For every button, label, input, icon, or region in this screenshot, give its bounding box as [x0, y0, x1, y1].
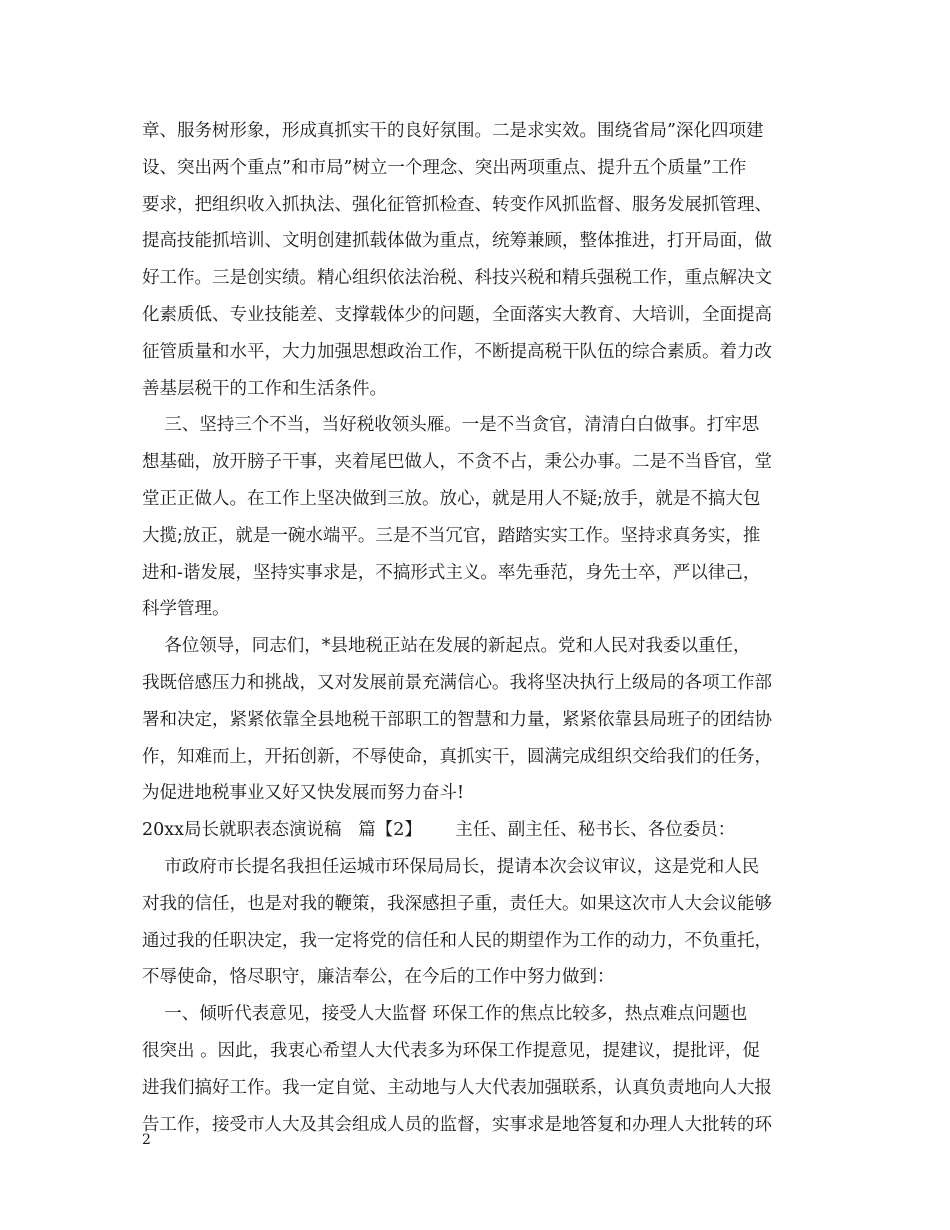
text-line: 市政府市长提名我担任运城市环保局局长，提请本次会议审议，这是党和人民	[142, 856, 760, 877]
text-line: 进和-谐发展，坚持实事求是，不搞形式主义。率先垂范，身先士卒，严以律己，	[142, 562, 761, 583]
text-line: 三、坚持三个不当，当好税收领头雁。一是不当贪官，清清白白做事。打牢思	[142, 415, 760, 436]
text-line: 不辱使命，恪尽职守，廉洁奉公，在今后的工作中努力做到：	[142, 967, 615, 988]
text-line: 通过我的任职决定，我一定将党的信任和人民的期望作为工作的动力，不负重托，	[142, 930, 772, 951]
text-line: 为促进地税事业又好又快发展而努力奋斗!	[142, 783, 465, 804]
page-number: 2	[142, 1132, 151, 1148]
text-line: 作，知难而上，开拓创新，不辱使命，真抓实干，圆满完成组织交给我们的任务，	[142, 746, 772, 767]
text-line: 告工作，接受市人大及其会组成人员的监督，实事求是地答复和办理人大批转的环	[142, 1114, 772, 1135]
text-line: 科学管理。	[142, 599, 230, 620]
text-line: 很突出 。因此，我衷心希望人大代表多为环保工作提意见，提建议，提批评，促	[142, 1040, 761, 1061]
text-line: 进我们搞好工作。我一定自觉、主动地与人大代表加强联系，认真负责地向人大报	[142, 1077, 772, 1098]
text-line: 善基层税干的工作和生活条件。	[142, 378, 387, 399]
text-line: 想基础，放开膀子干事，夹着尾巴做人，不贪不占，秉公办事。二是不当昏官，堂	[142, 452, 772, 473]
text-line: 对我的信任，也是对我的鞭策，我深感担子重，责任大。如果这次市人大会议能够	[142, 893, 772, 914]
text-line: 各位领导，同志们，*县地税正站在发展的新起点。党和人民对我委以重任，	[142, 636, 751, 657]
text-line: 化素质低、专业技能差、支撑载体少的问题，全面落实大教育、大培训，全面提高	[142, 304, 772, 325]
document-body	[142, 113, 812, 1143]
text-line: 好工作。三是创实绩。精心组织依法治税、科技兴税和精兵强税工作，重点解决文	[142, 268, 772, 289]
text-line: 设、突出两个重点”和市局”树立一个理念、突出两项重点、提升五个质量”工作	[142, 157, 747, 178]
text-line: 我既倍感压力和挑战，又对发展前景充满信心。我将坚决执行上级局的各项工作部	[142, 672, 772, 693]
text-line: 征管质量和水平，大力加强思想政治工作，不断提高税干队伍的综合素质。着力改	[142, 341, 772, 362]
text-line: 章、服务树形象，形成真抓实干的良好氛围。二是求实效。围绕省局”深化四项建	[142, 121, 764, 141]
text-line: 提高技能抓培训、文明创建抓载体做为重点，统筹兼顾，整体推进，打开局面，做	[142, 231, 772, 252]
text-line: 大揽;放正，就是一碗水端平。三是不当冗官，踏踏实实工作。坚持求真务实，推	[142, 525, 761, 546]
text-line: 署和决定，紧紧依靠全县地税干部职工的智慧和力量，紧紧依靠县局班子的团结协	[142, 709, 772, 730]
text-line: 堂正正做人。在工作上坚决做到三放。放心，就是用人不疑;放手，就是不搞大包	[142, 488, 761, 509]
text-line: 20xx局长就职表态演说稿 篇【2】 主任、副主任、秘书长、各位委员：	[142, 820, 736, 841]
text-line: 一、倾听代表意见，接受人大监督 环保工作的焦点比较多，热点难点问题也	[142, 1004, 748, 1025]
text-line: 要求，把组织收入抓执法、强化征管抓检查、转变作风抓监督、服务发展抓管理、	[142, 194, 772, 215]
